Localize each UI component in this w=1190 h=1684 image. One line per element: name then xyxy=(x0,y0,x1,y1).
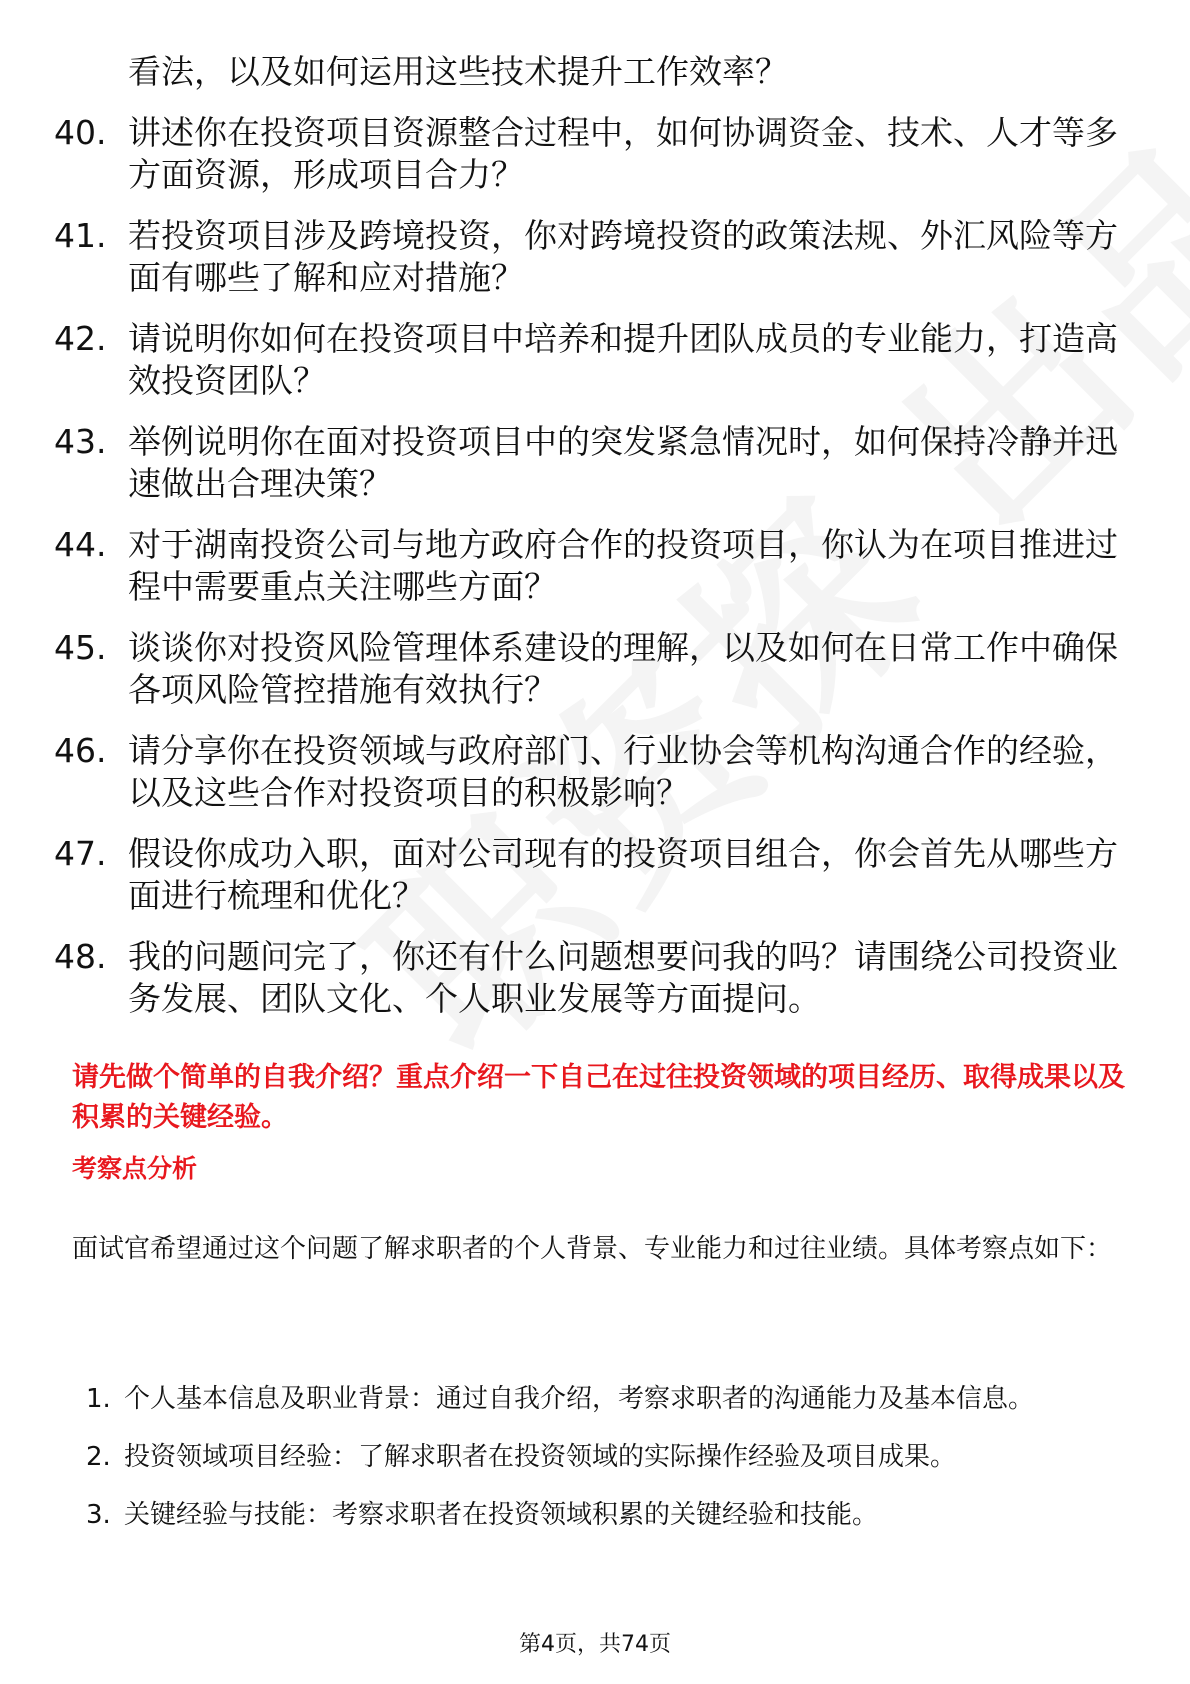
point-number: 2. xyxy=(86,1442,111,1472)
analysis-points xyxy=(86,1370,1096,1544)
analysis-point xyxy=(86,1486,1096,1544)
point-text: 个人基本信息及职业背景：通过自我介绍，考察求职者的沟通能力及基本信息。 xyxy=(124,1384,1035,1414)
featured-question: 请先做个简单的自我介绍？重点介绍一下自己在过往投资领域的项目经历、取得成果以及积累的关键经验。 xyxy=(72,1062,1125,1133)
question-list xyxy=(54,112,1124,1039)
question-continuation: 看法，以及如何运用这些技术提升工作效率？ xyxy=(128,52,788,91)
question-item xyxy=(54,112,1124,196)
analysis-point xyxy=(86,1370,1096,1428)
question-text: 对于湖南投资公司与地方政府合作的投资项目，你认为在项目推进过程中需要重点关注哪些方面？ xyxy=(128,525,1118,606)
question-item xyxy=(54,421,1124,505)
question-number: 47. xyxy=(54,834,107,873)
page-footer: 第4页，共74页 xyxy=(519,1632,671,1657)
question-item xyxy=(54,524,1124,608)
question-number: 40. xyxy=(54,113,107,152)
point-text: 关键经验与技能：考察求职者在投资领域积累的关键经验和技能。 xyxy=(124,1500,879,1530)
question-number: 46. xyxy=(54,731,107,770)
question-number: 48. xyxy=(54,937,107,976)
question-text: 谈谈你对投资风险管理体系建设的理解，以及如何在日常工作中确保各项风险管控措施有效执行？ xyxy=(128,628,1118,709)
question-text: 我的问题问完了，你还有什么问题想要问我的吗？请围绕公司投资业务发展、团队文化、个人职业发展等方面提问。 xyxy=(128,937,1118,1018)
analysis-title: 考察点分析 xyxy=(72,1154,198,1183)
question-text: 请分享你在投资领域与政府部门、行业协会等机构沟通合作的经验，以及这些合作对投资项目的积极影响？ xyxy=(128,731,1118,812)
question-text: 举例说明你在面对投资项目中的突发紧急情况时，如何保持冷静并迅速做出合理决策？ xyxy=(128,422,1118,503)
point-text: 投资领域项目经验：了解求职者在投资领域的实际操作经验及项目成果。 xyxy=(124,1442,957,1472)
question-number: 43. xyxy=(54,422,107,461)
question-item xyxy=(54,215,1124,299)
question-item xyxy=(54,936,1124,1020)
analysis-point xyxy=(86,1428,1096,1486)
question-text: 若投资项目涉及跨境投资，你对跨境投资的政策法规、外汇风险等方面有哪些了解和应对措施？ xyxy=(128,216,1118,297)
question-text: 讲述你在投资项目资源整合过程中，如何协调资金、技术、人才等多方面资源，形成项目合力？ xyxy=(128,113,1118,194)
point-number: 3. xyxy=(86,1500,111,1530)
question-number: 44. xyxy=(54,525,107,564)
question-number: 45. xyxy=(54,628,107,667)
point-number: 1. xyxy=(86,1384,111,1414)
question-item xyxy=(54,318,1124,402)
question-text: 请说明你如何在投资项目中培养和提升团队成员的专业能力，打造高效投资团队？ xyxy=(128,319,1118,400)
analysis-intro: 面试官希望通过这个问题了解求职者的个人背景、专业能力和过往业绩。具体考察点如下： xyxy=(72,1234,1113,1264)
question-text: 假设你成功入职，面对公司现有的投资项目组合，你会首先从哪些方面进行梳理和优化？ xyxy=(128,834,1118,915)
question-item xyxy=(54,833,1124,917)
question-item xyxy=(54,627,1124,711)
question-number: 42. xyxy=(54,319,107,358)
question-item xyxy=(54,730,1124,814)
question-number: 41. xyxy=(54,216,107,255)
